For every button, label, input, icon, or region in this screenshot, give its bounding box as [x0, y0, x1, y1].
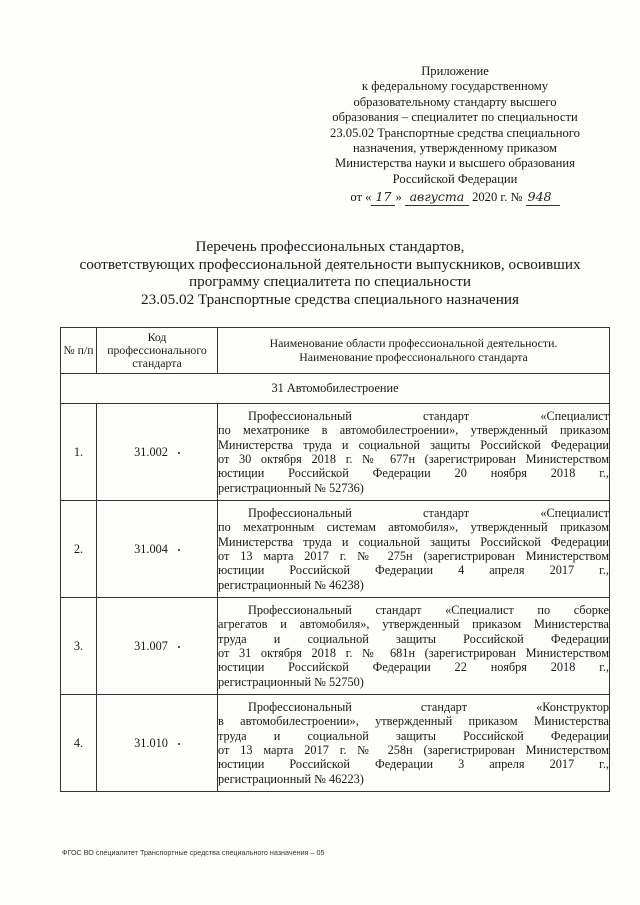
header-name-line2: Наименование профессионального стандарта — [299, 349, 528, 364]
row-description — [218, 404, 610, 501]
row-code — [97, 404, 218, 501]
appendix-line: Приложение — [421, 64, 489, 78]
row-description — [218, 695, 610, 792]
order-month: августа — [405, 189, 469, 205]
header-num: № п/п — [61, 328, 97, 374]
appendix-block — [300, 64, 610, 206]
desc-line: Министерства труда и социальной защиты Российской Федерации — [218, 437, 609, 452]
desc-line: юстиции Российской Федерации 4 апреля 2017 г., — [218, 563, 609, 578]
scan-mark — [178, 549, 180, 551]
order-date-line — [300, 189, 610, 205]
standards-table — [60, 327, 610, 792]
desc-line: юстиции Российской Федерации 3 апреля 2017 г., — [218, 757, 609, 772]
desc-line: регистрационный № 52750) — [218, 674, 364, 689]
scan-mark — [178, 452, 180, 454]
row-code-text: 31.004 — [134, 541, 168, 556]
document-title — [30, 238, 630, 308]
row-num: 2. — [61, 501, 97, 598]
desc-line: регистрационный № 46223) — [218, 771, 364, 786]
row-num: 4. — [61, 695, 97, 792]
appendix-line: Министерства науки и высшего образования — [335, 156, 575, 171]
desc-line: Профессиональный стандарт «Специалист — [248, 408, 609, 423]
row-code — [97, 695, 218, 792]
desc-line: по мехатронике в автомобилестроении», утвержденный приказом — [218, 423, 609, 438]
title-line: Перечень профессиональных стандартов, — [195, 238, 465, 255]
header-name — [218, 328, 610, 374]
table-row — [61, 598, 610, 695]
group-row — [61, 374, 610, 404]
row-description — [218, 501, 610, 598]
desc-line: регистрационный № 52736) — [218, 480, 364, 495]
title-line: 23.05.02 Транспортные средства специального назначения — [141, 290, 519, 308]
order-number: 948 — [526, 189, 560, 205]
order-mid: » — [395, 190, 402, 205]
scan-mark — [178, 743, 180, 745]
desc-line: по мехатронным системам автомобиля», утвержденный приказом — [218, 520, 609, 535]
title-line: соответствующих профессиональной деятельности выпускников, освоивших — [79, 255, 581, 273]
row-code — [97, 501, 218, 598]
row-description — [218, 598, 610, 695]
header-code: Код профессионального стандарта — [97, 328, 218, 374]
table-row — [61, 501, 610, 598]
order-prefix: от « — [350, 190, 372, 205]
row-num: 1. — [61, 404, 97, 501]
row-num: 3. — [61, 598, 97, 695]
appendix-line: образовательному стандарту высшего — [353, 94, 557, 109]
group-title: 31 Автомобилестроение — [61, 374, 610, 404]
row-code-text: 31.007 — [134, 638, 168, 653]
desc-line: агрегатов и автомобиля», утвержденный приказом Министерства — [218, 617, 609, 632]
appendix-line: назначения, утвержденному приказом — [352, 141, 558, 156]
desc-line: Профессиональный стандарт «Специалист — [248, 505, 609, 520]
desc-line: труда и социальной защиты Российской Федерации — [218, 631, 609, 646]
table-row — [61, 695, 610, 792]
desc-line: в автомобилестроении», утвержденный приказом Министерства — [218, 714, 609, 729]
desc-line: Министерства труда и социальной защиты Российской Федерации — [218, 534, 609, 549]
page-footer: ФГОС ВО специалитет Транспортные средства специального назначения – 05 — [62, 848, 325, 857]
desc-line: Профессиональный стандарт «Конструктор — [248, 699, 609, 714]
desc-line: от 13 марта 2017 г. № 275н (зарегистрирован Министерством — [218, 549, 609, 563]
desc-line: юстиции Российской Федерации 20 ноября 2018 г., — [218, 466, 609, 481]
appendix-line: к федеральному государственному — [361, 79, 549, 94]
table-row — [61, 404, 610, 501]
desc-line: от 30 октября 2018 г. № 677н (зарегистрирован Министерством — [218, 452, 609, 466]
scan-mark — [178, 646, 180, 648]
desc-line: от 13 марта 2017 г. № 258н (зарегистрирован Министерством — [218, 743, 609, 757]
order-year: 2020 г. № — [472, 190, 523, 205]
desc-line: Профессиональный стандарт «Специалист по сборке — [248, 602, 609, 617]
desc-line: юстиции Российской Федерации 22 ноября 2018 г., — [218, 660, 609, 675]
desc-line: регистрационный № 46238) — [218, 577, 364, 592]
title-line: программу специалитета по специальности — [188, 273, 472, 290]
row-code-text: 31.002 — [134, 444, 168, 459]
appendix-line: Российской Федерации — [392, 171, 518, 186]
appendix-line: 23.05.02 Транспортные средства специального — [330, 125, 580, 140]
table-header-row — [61, 328, 610, 374]
desc-line: труда и социальной защиты Российской Федерации — [218, 728, 609, 743]
row-code-text: 31.010 — [134, 735, 168, 750]
header-name-line1: Наименование области профессиональной деятельности. — [269, 336, 558, 351]
appendix-line: образования – специалитет по специальности — [332, 110, 578, 125]
order-day: 17 — [371, 189, 395, 205]
desc-line: от 31 октября 2018 г. № 681н (зарегистрирован Министерством — [218, 646, 609, 660]
row-code — [97, 598, 218, 695]
